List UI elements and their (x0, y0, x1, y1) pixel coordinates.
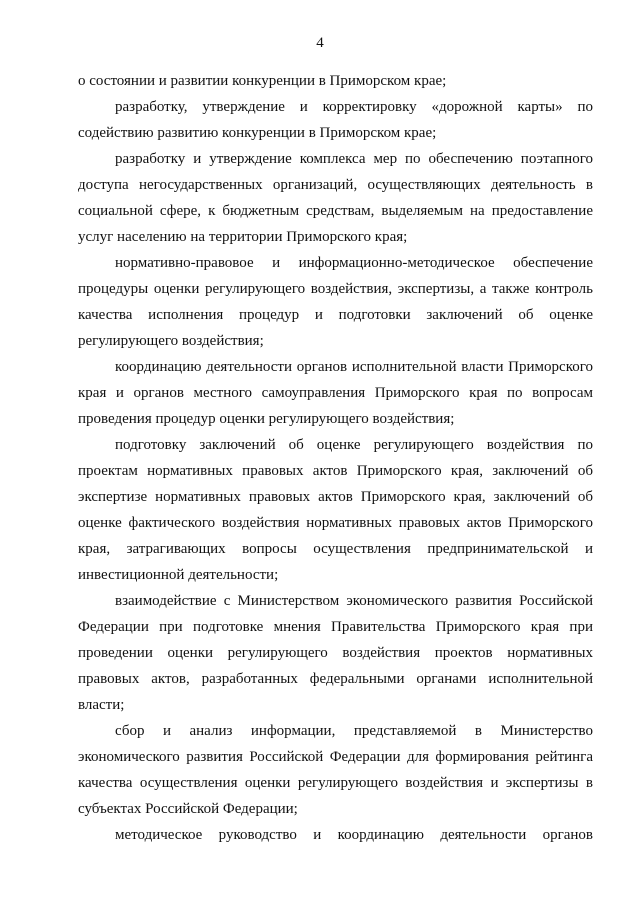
paragraph-competition-state: о состоянии и развитии конкуренции в Приморском крае; (78, 73, 447, 89)
document-body (78, 68, 593, 848)
paragraph-impact-conclusions: подготовку заключений об оценке регулирующего воздействия по проектам нормативных правовых актов Приморского края, заключений об экспертизе нормативных правовых актов Приморского края, заключений об оценке фактического воздействия нормативных правовых актов Приморского края, затрагивающих вопросы осуществления предпринимательской и инвестиционной деятельности; (78, 437, 593, 583)
paragraph-social-sector-access: разработку и утверждение комплекса мер по обеспечению поэтапного доступа негосударственных организаций, осуществляющих деятельность в социальной сфере, к бюджетным средствам, выделяемым на предоставление услуг населению на территории Приморского края; (78, 151, 593, 245)
paragraph-regulatory-methodology: нормативно-правовое и информационно-методическое обеспечение процедуры оценки регулирующего воздействия, экспертизы, а также контроль качества исполнения процедур и подготовки заключений об оценке регулирующего воздействия; (78, 255, 593, 349)
paragraph-methodical-guidance: методическое руководство и координацию деятельности органов (115, 827, 593, 843)
paragraph-roadmap: разработку, утверждение и корректировку «дорожной карты» по содействию развитию конкуренции в Приморском крае; (78, 99, 593, 141)
paragraph-coordination-authorities: координацию деятельности органов исполнительной власти Приморского края и органов местного самоуправления Приморского края по вопросам проведения процедур оценки регулирующего воздействия; (78, 359, 593, 427)
paragraph-ministry-interaction: взаимодействие с Министерством экономического развития Российской Федерации при подготовке мнения Правительства Приморского края при проведении оценки регулирующего воздействия проектов нормативных правовых актов, разработанных федеральными органами исполнительной власти; (78, 593, 593, 713)
paragraph-rating-information: сбор и анализ информации, представляемой в Министерство экономического развития Российской Федерации для формирования рейтинга качества осуществления оценки регулирующего воздействия и экспертизы в субъектах Российской Федерации; (78, 723, 593, 817)
page-number: 4 (316, 35, 324, 51)
